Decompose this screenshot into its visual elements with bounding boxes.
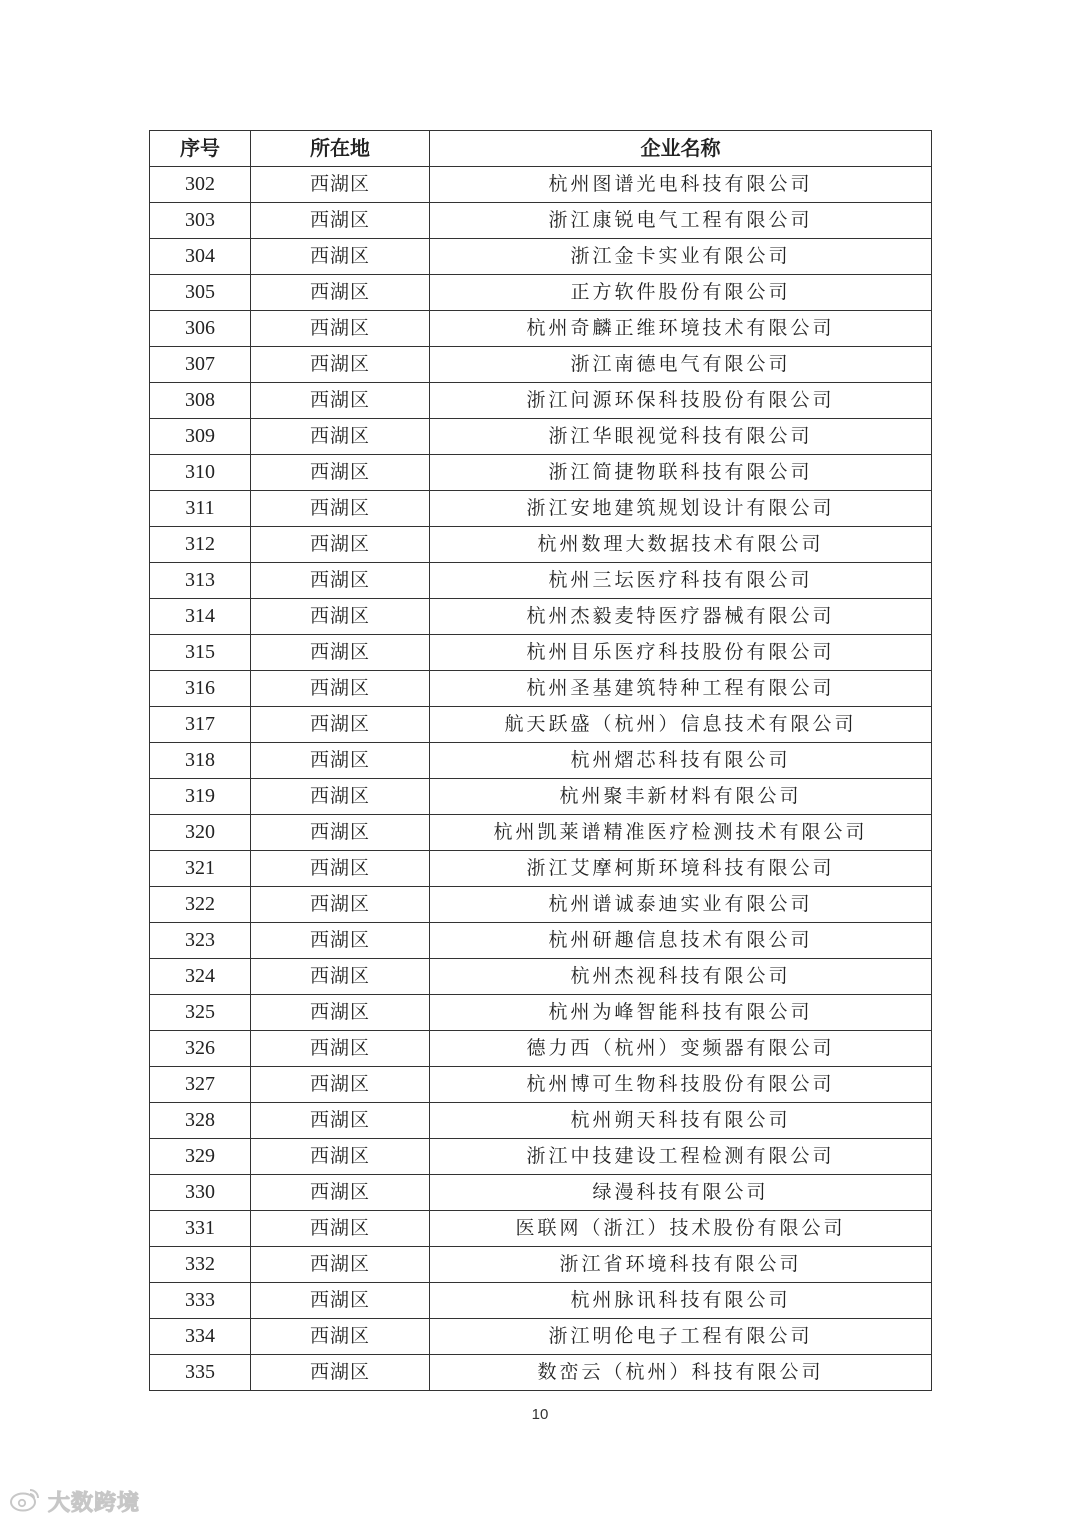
cell-index: 309 bbox=[150, 419, 251, 455]
cell-location: 西湖区 bbox=[251, 1247, 430, 1283]
table-row bbox=[150, 959, 932, 995]
table-row bbox=[150, 383, 932, 419]
company-list-table-container bbox=[149, 130, 931, 1391]
header-company: 企业名称 bbox=[430, 131, 932, 167]
cell-company: 浙江华眼视觉科技有限公司 bbox=[430, 419, 932, 455]
cell-index: 321 bbox=[150, 851, 251, 887]
table-row bbox=[150, 491, 932, 527]
cell-company: 德力西（杭州）变频器有限公司 bbox=[430, 1031, 932, 1067]
cell-company: 绿漫科技有限公司 bbox=[430, 1175, 932, 1211]
cell-index: 304 bbox=[150, 239, 251, 275]
table-row bbox=[150, 599, 932, 635]
cell-location: 西湖区 bbox=[251, 1283, 430, 1319]
cell-index: 330 bbox=[150, 1175, 251, 1211]
cell-index: 316 bbox=[150, 671, 251, 707]
cell-location: 西湖区 bbox=[251, 635, 430, 671]
cell-index: 310 bbox=[150, 455, 251, 491]
table-row bbox=[150, 1247, 932, 1283]
cell-location: 西湖区 bbox=[251, 779, 430, 815]
cell-index: 305 bbox=[150, 275, 251, 311]
cell-company: 浙江艾摩柯斯环境科技有限公司 bbox=[430, 851, 932, 887]
cell-company: 杭州朔天科技有限公司 bbox=[430, 1103, 932, 1139]
cell-location: 西湖区 bbox=[251, 491, 430, 527]
cell-location: 西湖区 bbox=[251, 1103, 430, 1139]
table-row bbox=[150, 995, 932, 1031]
cell-company: 杭州三坛医疗科技有限公司 bbox=[430, 563, 932, 599]
cell-company: 杭州图谱光电科技有限公司 bbox=[430, 167, 932, 203]
table-row bbox=[150, 275, 932, 311]
cell-location: 西湖区 bbox=[251, 527, 430, 563]
cell-company: 浙江南德电气有限公司 bbox=[430, 347, 932, 383]
table-row bbox=[150, 347, 932, 383]
cell-company: 杭州奇麟正维环境技术有限公司 bbox=[430, 311, 932, 347]
cell-index: 306 bbox=[150, 311, 251, 347]
cell-location: 西湖区 bbox=[251, 1211, 430, 1247]
cell-index: 315 bbox=[150, 635, 251, 671]
table-row bbox=[150, 239, 932, 275]
cell-company: 杭州目乐医疗科技股份有限公司 bbox=[430, 635, 932, 671]
cell-index: 335 bbox=[150, 1355, 251, 1391]
table-row bbox=[150, 563, 932, 599]
cell-index: 312 bbox=[150, 527, 251, 563]
cell-index: 327 bbox=[150, 1067, 251, 1103]
table-row bbox=[150, 923, 932, 959]
cell-company: 杭州谱诚泰迪实业有限公司 bbox=[430, 887, 932, 923]
table-body bbox=[150, 167, 932, 1391]
cell-index: 326 bbox=[150, 1031, 251, 1067]
cell-location: 西湖区 bbox=[251, 383, 430, 419]
cell-index: 314 bbox=[150, 599, 251, 635]
cell-location: 西湖区 bbox=[251, 563, 430, 599]
header-location: 所在地 bbox=[251, 131, 430, 167]
cell-location: 西湖区 bbox=[251, 1355, 430, 1391]
cell-company: 浙江省环境科技有限公司 bbox=[430, 1247, 932, 1283]
cell-company: 浙江明伦电子工程有限公司 bbox=[430, 1319, 932, 1355]
cell-index: 333 bbox=[150, 1283, 251, 1319]
cell-company: 杭州凯莱谱精准医疗检测技术有限公司 bbox=[430, 815, 932, 851]
cell-index: 332 bbox=[150, 1247, 251, 1283]
table-row bbox=[150, 1319, 932, 1355]
watermark-text: 大数跨境 bbox=[48, 1490, 141, 1516]
cell-location: 西湖区 bbox=[251, 347, 430, 383]
cell-company: 杭州杰毅麦特医疗器械有限公司 bbox=[430, 599, 932, 635]
cell-location: 西湖区 bbox=[251, 743, 430, 779]
cell-company: 杭州博可生物科技股份有限公司 bbox=[430, 1067, 932, 1103]
cell-index: 324 bbox=[150, 959, 251, 995]
table-row bbox=[150, 1031, 932, 1067]
company-list-table bbox=[149, 130, 932, 1391]
table-row bbox=[150, 1283, 932, 1319]
cell-location: 西湖区 bbox=[251, 1067, 430, 1103]
cell-index: 311 bbox=[150, 491, 251, 527]
cell-location: 西湖区 bbox=[251, 1139, 430, 1175]
cell-location: 西湖区 bbox=[251, 887, 430, 923]
cell-location: 西湖区 bbox=[251, 455, 430, 491]
cell-index: 325 bbox=[150, 995, 251, 1031]
cell-company: 正方软件股份有限公司 bbox=[430, 275, 932, 311]
cell-company: 杭州数理大数据技术有限公司 bbox=[430, 527, 932, 563]
cell-location: 西湖区 bbox=[251, 167, 430, 203]
table-row bbox=[150, 1067, 932, 1103]
table-row bbox=[150, 635, 932, 671]
table-row bbox=[150, 707, 932, 743]
cell-location: 西湖区 bbox=[251, 311, 430, 347]
cell-location: 西湖区 bbox=[251, 1175, 430, 1211]
cell-index: 331 bbox=[150, 1211, 251, 1247]
cell-company: 杭州杰视科技有限公司 bbox=[430, 959, 932, 995]
watermark bbox=[8, 1484, 140, 1518]
cell-index: 323 bbox=[150, 923, 251, 959]
cell-company: 杭州研趣信息技术有限公司 bbox=[430, 923, 932, 959]
cell-company: 浙江金卡实业有限公司 bbox=[430, 239, 932, 275]
table-row bbox=[150, 527, 932, 563]
cell-index: 307 bbox=[150, 347, 251, 383]
cell-company: 浙江简捷物联科技有限公司 bbox=[430, 455, 932, 491]
cell-company: 浙江问源环保科技股份有限公司 bbox=[430, 383, 932, 419]
cell-company: 浙江中技建设工程检测有限公司 bbox=[430, 1139, 932, 1175]
cell-index: 303 bbox=[150, 203, 251, 239]
table-row bbox=[150, 203, 932, 239]
cell-location: 西湖区 bbox=[251, 419, 430, 455]
table-row bbox=[150, 815, 932, 851]
table-row bbox=[150, 1139, 932, 1175]
table-row bbox=[150, 887, 932, 923]
cell-location: 西湖区 bbox=[251, 815, 430, 851]
cell-company: 航天跃盛（杭州）信息技术有限公司 bbox=[430, 707, 932, 743]
table-row bbox=[150, 1211, 932, 1247]
table-row bbox=[150, 671, 932, 707]
table-row bbox=[150, 1175, 932, 1211]
cell-location: 西湖区 bbox=[251, 275, 430, 311]
cell-location: 西湖区 bbox=[251, 203, 430, 239]
cell-index: 329 bbox=[150, 1139, 251, 1175]
table-row bbox=[150, 1103, 932, 1139]
cell-location: 西湖区 bbox=[251, 1319, 430, 1355]
cell-company: 浙江康锐电气工程有限公司 bbox=[430, 203, 932, 239]
cell-index: 302 bbox=[150, 167, 251, 203]
cell-location: 西湖区 bbox=[251, 995, 430, 1031]
weibo-logo-icon bbox=[8, 1485, 42, 1517]
table-header-row bbox=[150, 131, 932, 167]
cell-index: 328 bbox=[150, 1103, 251, 1139]
table-row bbox=[150, 851, 932, 887]
cell-index: 318 bbox=[150, 743, 251, 779]
cell-location: 西湖区 bbox=[251, 1031, 430, 1067]
cell-company: 杭州聚丰新材料有限公司 bbox=[430, 779, 932, 815]
table-row bbox=[150, 167, 932, 203]
table-row bbox=[150, 311, 932, 347]
cell-index: 317 bbox=[150, 707, 251, 743]
table-row bbox=[150, 743, 932, 779]
cell-location: 西湖区 bbox=[251, 923, 430, 959]
header-index: 序号 bbox=[150, 131, 251, 167]
cell-company: 浙江安地建筑规划设计有限公司 bbox=[430, 491, 932, 527]
cell-location: 西湖区 bbox=[251, 239, 430, 275]
cell-location: 西湖区 bbox=[251, 707, 430, 743]
table-row bbox=[150, 419, 932, 455]
cell-index: 308 bbox=[150, 383, 251, 419]
cell-index: 319 bbox=[150, 779, 251, 815]
cell-company: 数峦云（杭州）科技有限公司 bbox=[430, 1355, 932, 1391]
cell-index: 334 bbox=[150, 1319, 251, 1355]
cell-company: 医联网（浙江）技术股份有限公司 bbox=[430, 1211, 932, 1247]
cell-company: 杭州圣基建筑特种工程有限公司 bbox=[430, 671, 932, 707]
cell-index: 322 bbox=[150, 887, 251, 923]
cell-index: 320 bbox=[150, 815, 251, 851]
table-row bbox=[150, 779, 932, 815]
table-row bbox=[150, 1355, 932, 1391]
cell-company: 杭州熠芯科技有限公司 bbox=[430, 743, 932, 779]
cell-company: 杭州脉讯科技有限公司 bbox=[430, 1283, 932, 1319]
cell-index: 313 bbox=[150, 563, 251, 599]
cell-location: 西湖区 bbox=[251, 599, 430, 635]
page-number: 10 bbox=[531, 1406, 549, 1423]
cell-company: 杭州为峰智能科技有限公司 bbox=[430, 995, 932, 1031]
cell-location: 西湖区 bbox=[251, 959, 430, 995]
table-row bbox=[150, 455, 932, 491]
cell-location: 西湖区 bbox=[251, 671, 430, 707]
cell-location: 西湖区 bbox=[251, 851, 430, 887]
